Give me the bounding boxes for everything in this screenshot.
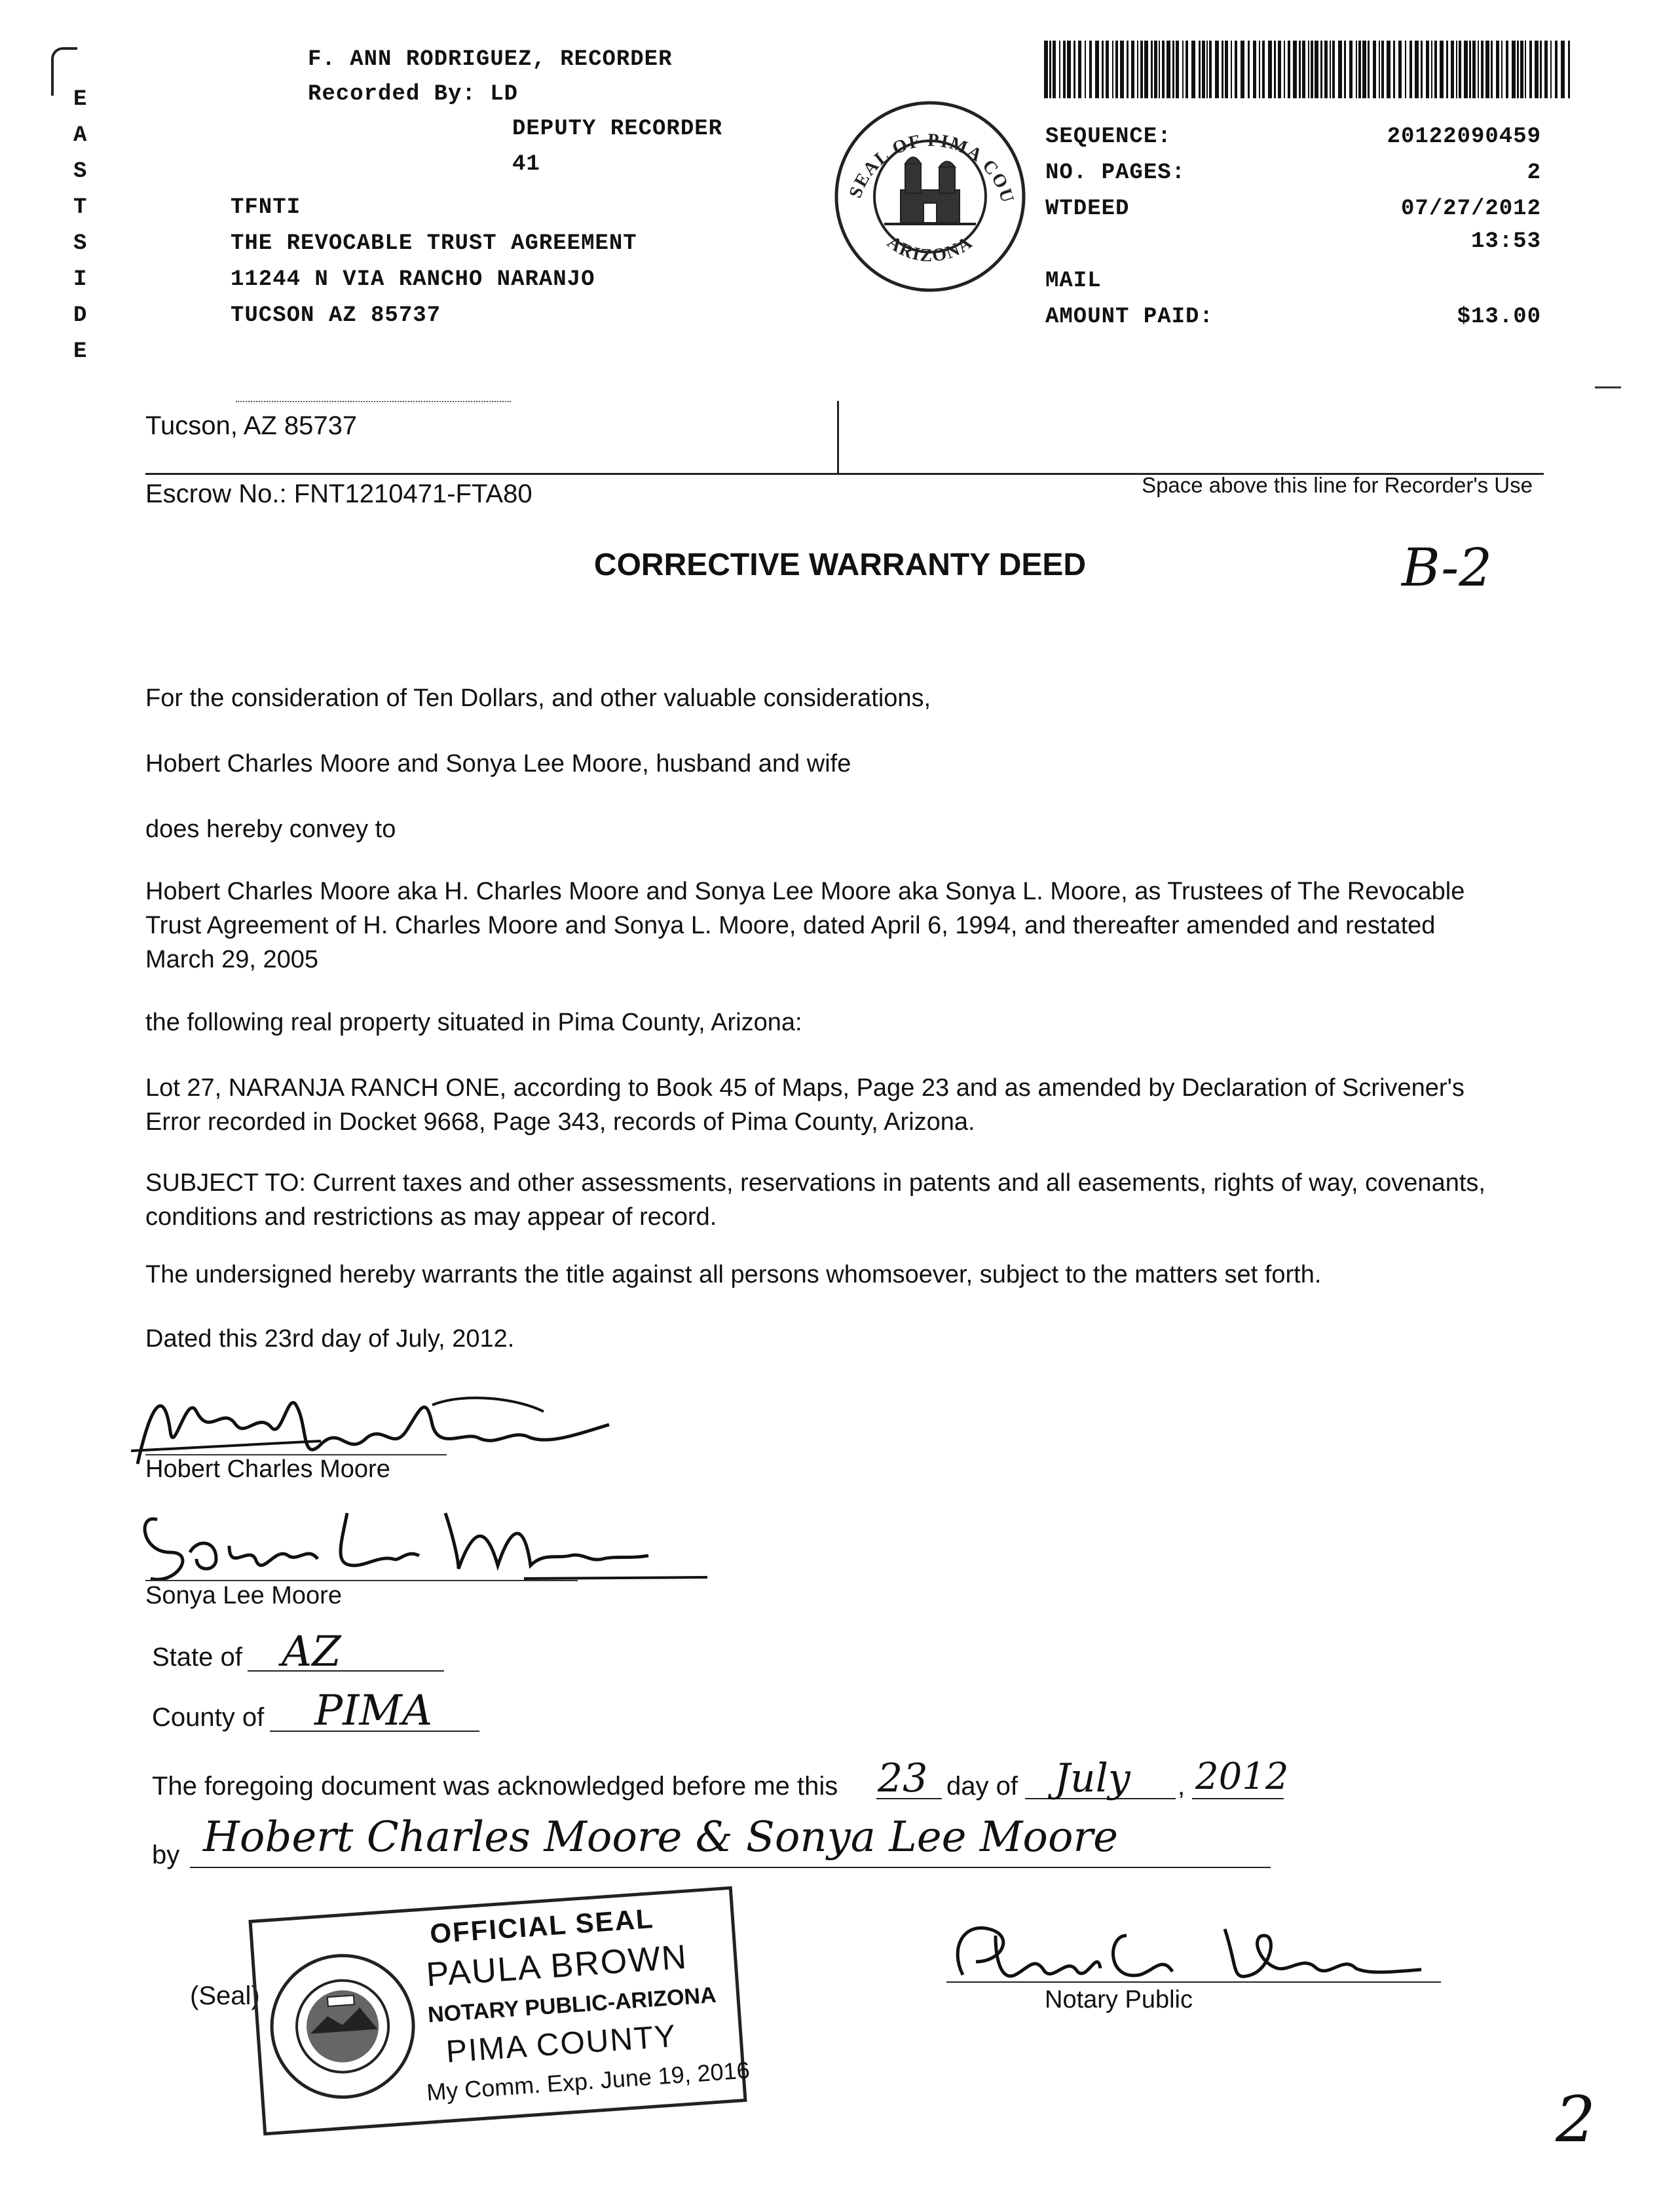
grantees-text: Hobert Charles Moore aka H. Charles Moore and Sonya Lee Moore aka Sonya L. Moore, as Trustees of The Revocable Trust Agreement of H. Charles Moore and Sonya L. Moore, dated April 6, 1994, and thereafter amended and restated March 29, 2005 — [145, 878, 1465, 973]
barcode-bar — [1520, 41, 1523, 98]
pima-county-seal — [832, 98, 1028, 295]
warranty-text: The undersigned hereby warrants the title against all persons whomsoever, subject to the matters set forth. — [145, 1261, 1322, 1288]
barcode-bar — [1089, 41, 1092, 98]
barcode-bar — [1344, 41, 1346, 98]
barcode-bar — [1049, 41, 1051, 98]
seal-bottom-text: ARIZONA — [883, 232, 977, 267]
barcode-bar — [1144, 41, 1148, 98]
return-address-line: THE REVOCABLE TRUST AGREEMENT — [231, 231, 637, 256]
barcode-bar — [1209, 41, 1212, 98]
barcode-bar — [1368, 41, 1370, 98]
barcode-bar — [1112, 41, 1113, 98]
barcode-bar — [1381, 41, 1384, 98]
return-address-line: TFNTI — [231, 195, 301, 220]
state-label: State of — [152, 1643, 242, 1672]
barcode-bar — [1063, 41, 1066, 98]
deputy-recorder: DEPUTY RECORDER — [512, 117, 723, 141]
barcode-bar — [1202, 41, 1205, 98]
barcode-bar — [1540, 41, 1542, 98]
acknowledgment-text: The foregoing document was acknowledged before me this — [152, 1772, 838, 1801]
barcode-bar — [1176, 41, 1179, 98]
notary-seal-label: (Seal) — [190, 1981, 260, 2010]
barcode-bar — [1248, 41, 1250, 98]
barcode-bar — [1446, 41, 1448, 98]
barcode-bar — [1299, 41, 1301, 98]
barcode-bar — [1338, 41, 1342, 98]
barcode-bar — [1456, 41, 1457, 98]
convey-text: does hereby convey to — [145, 815, 396, 843]
page-mark: 2 — [1556, 2083, 1596, 2156]
barcode-bar — [1485, 41, 1489, 98]
barcode-bar — [1496, 41, 1499, 98]
barcode-bar — [1332, 41, 1335, 98]
barcode-bar — [1131, 41, 1134, 98]
barcode-bar — [1469, 41, 1471, 98]
barcode-bar — [1159, 41, 1160, 98]
pages-label: NO. PAGES: — [1045, 160, 1186, 185]
signer2-line — [145, 1580, 578, 1581]
eastside-label: E A S T S I D E — [73, 87, 88, 364]
barcode-bar — [1405, 41, 1406, 98]
notary-signature-line — [946, 1981, 1441, 1983]
barcode-bar — [1259, 41, 1260, 98]
stamp-line-5: My Comm. Exp. June 19, 2016 — [425, 2056, 751, 2106]
barcode-bar — [1491, 41, 1493, 98]
deputy-number: 41 — [512, 152, 540, 177]
barcode-bar — [1162, 41, 1165, 98]
barcode-bar — [1440, 41, 1444, 98]
barcode-bar — [1095, 41, 1099, 98]
ack-day-value: 23 — [878, 1755, 928, 1801]
ack-month-value: July — [1055, 1755, 1130, 1801]
barcode-bar — [1409, 41, 1412, 98]
barcode-bar — [1053, 41, 1056, 98]
barcode-bar — [1459, 41, 1461, 98]
barcode-bar — [1085, 41, 1086, 98]
barcode-bar — [1561, 41, 1565, 98]
barcode-bar — [1140, 41, 1143, 98]
barcode-bar — [1044, 41, 1048, 98]
title-handwritten-note: B-2 — [1402, 537, 1493, 598]
barcode-bar — [1078, 41, 1081, 98]
barcode-bar — [1182, 41, 1184, 98]
ack-comma: , — [1178, 1772, 1185, 1801]
barcode-bar — [1215, 41, 1219, 98]
pages-value: 2 — [1527, 160, 1541, 185]
grantors-text: Hobert Charles Moore and Sonya Lee Moore, husband and wife — [145, 750, 851, 777]
barcode-bar — [1379, 41, 1380, 98]
barcode-bar — [1330, 41, 1331, 98]
return-address-line: 11244 N VIA RANCHO NARANJO — [231, 267, 595, 292]
barcode-bar — [1154, 41, 1157, 98]
property-intro-text: the following real property situated in Pima County, Arizona: — [145, 1009, 802, 1036]
consideration-text: For the consideration of Ten Dollars, and other valuable considerations, — [145, 684, 931, 712]
barcode-bar — [1067, 41, 1071, 98]
barcode-bar — [1206, 41, 1208, 98]
barcode-bar — [1274, 41, 1276, 98]
recorded-by: Recorded By: LD — [308, 82, 519, 107]
barcode-bar — [1568, 41, 1570, 98]
ack-by-label: by — [152, 1841, 180, 1869]
barcode-bar — [1231, 41, 1232, 98]
barcode-bar — [1172, 41, 1174, 98]
barcode-bar — [1464, 41, 1468, 98]
ack-year-blank — [1192, 1798, 1284, 1799]
barcode-bar — [1284, 41, 1285, 98]
state-value: AZ — [282, 1628, 341, 1676]
svg-text:ARIZONA — [884, 232, 977, 266]
barcode-bar — [1315, 41, 1318, 98]
notary-stamp — [248, 1886, 751, 2136]
barcode-bar — [1362, 41, 1366, 98]
barcode-bar — [1550, 41, 1552, 98]
stamp-line-3: NOTARY PUBLIC-ARIZONA — [426, 1982, 717, 2028]
barcode-bar — [1151, 41, 1153, 98]
ack-by-value: Hobert Charles Moore & Sonya Lee Moore — [203, 1813, 1118, 1862]
sequence-label: SEQUENCE: — [1045, 124, 1172, 149]
document-title: CORRECTIVE WARRANTY DEED — [593, 548, 1087, 582]
barcode-bar — [1308, 41, 1309, 98]
barcode-bar — [1387, 41, 1391, 98]
recorder-name: F. ANN RODRIGUEZ, RECORDER — [308, 47, 673, 72]
barcode-bar — [1525, 41, 1526, 98]
barcode-bar — [1512, 41, 1516, 98]
barcode-bar — [1167, 41, 1170, 98]
barcode-bar — [1544, 41, 1548, 98]
seal-top-text: SEAL OF PIMA COU — [845, 130, 1018, 206]
barcode-bar — [1320, 41, 1322, 98]
barcode-bar — [1262, 41, 1265, 98]
legal-description-text: Lot 27, NARANJA RANCH ONE, according to Book 45 of Maps, Page 23 and as amended by Declaration of Scrivener's Error recorded in Docket 9668, Page 343, records of Pima County, Arizona. — [145, 1074, 1465, 1136]
county-label: County of — [152, 1703, 265, 1732]
barcode-bar — [1478, 41, 1479, 98]
notary-public-label: Notary Public — [1045, 1986, 1193, 2013]
barcode-bar — [1434, 41, 1437, 98]
barcode-bar — [1120, 41, 1124, 98]
return-address-line: TUCSON AZ 85737 — [231, 303, 441, 328]
state-of-arizona-seal — [265, 1948, 422, 2105]
barcode-bar — [1393, 41, 1395, 98]
barcode-bar — [1358, 41, 1361, 98]
margin-tick — [1595, 386, 1621, 388]
recorder-use-note: Space above this line for Recorder's Use — [1142, 473, 1533, 497]
barcode-bar — [1529, 41, 1532, 98]
barcode-bar — [1293, 41, 1297, 98]
dated-text: Dated this 23rd day of July, 2012. — [145, 1325, 515, 1353]
barcode-bar — [1185, 41, 1188, 98]
stamp-line-1: OFFICIAL SEAL — [428, 1903, 655, 1949]
barcode-bar — [1481, 41, 1484, 98]
barcode-bar — [1535, 41, 1539, 98]
amount-label: AMOUNT PAID: — [1045, 305, 1214, 329]
barcode-bar — [1506, 41, 1508, 98]
barcode-bar — [1235, 41, 1237, 98]
barcode-bar — [1302, 41, 1305, 98]
mail-label: MAIL — [1045, 269, 1102, 293]
barcode-bar — [1115, 41, 1118, 98]
barcode-bar — [1501, 41, 1503, 98]
barcode-bar — [1431, 41, 1432, 98]
barcode-bar — [1555, 41, 1558, 98]
doc-type: WTDEED — [1045, 197, 1130, 221]
address-box-remnant — [236, 401, 511, 406]
barcode-bar — [1073, 41, 1075, 98]
barcode-bar — [1311, 41, 1313, 98]
barcode-bar — [1451, 41, 1454, 98]
barcode-bar — [1102, 41, 1104, 98]
ack-by-blank — [190, 1867, 1271, 1868]
barcode-bar — [1222, 41, 1223, 98]
barcode-bar — [1106, 41, 1109, 98]
barcode — [1041, 41, 1575, 98]
address-box-divider — [837, 401, 839, 474]
sequence-value: 20122090459 — [1387, 124, 1541, 149]
barcode-bar — [1253, 41, 1256, 98]
signature-sonya — [131, 1493, 720, 1592]
barcode-bar — [1225, 41, 1228, 98]
recording-time: 13:53 — [1470, 229, 1541, 254]
barcode-bar — [1268, 41, 1272, 98]
barcode-bar — [1278, 41, 1281, 98]
barcode-bar — [1517, 41, 1519, 98]
return-address — [231, 190, 637, 334]
barcode-bar — [1127, 41, 1129, 98]
barcode-bar — [1349, 41, 1353, 98]
barcode-bar — [1356, 41, 1357, 98]
barcode-bar — [1324, 41, 1328, 98]
subject-to-text: SUBJECT TO: Current taxes and other assessments, reservations in patents and all easements, rights of way, covenants, conditions and restrictions as may appear of record. — [145, 1169, 1485, 1231]
barcode-bar — [1426, 41, 1429, 98]
barcode-bar — [1288, 41, 1290, 98]
barcode-bar — [1415, 41, 1419, 98]
barcode-bar — [1241, 41, 1244, 98]
amount-value: $13.00 — [1457, 305, 1541, 329]
escrow-number: Escrow No.: FNT1210471-FTA80 — [145, 479, 532, 508]
signer1-label: Hobert Charles Moore — [145, 1455, 390, 1483]
barcode-bar — [1421, 41, 1423, 98]
barcode-bar — [1137, 41, 1138, 98]
ack-year-value: 2012 — [1195, 1755, 1289, 1798]
county-value: PIMA — [314, 1687, 433, 1735]
barcode-bar — [1472, 41, 1476, 98]
address-city: Tucson, AZ 85737 — [145, 411, 358, 440]
barcode-bar — [1373, 41, 1376, 98]
ack-day-of: day of — [946, 1772, 1018, 1801]
barcode-bar — [1199, 41, 1201, 98]
stamp-line-4: PIMA COUNTY — [445, 2019, 678, 2070]
state-blank — [248, 1670, 444, 1672]
signer2-label: Sonya Lee Moore — [145, 1582, 342, 1609]
barcode-bar — [1059, 41, 1060, 98]
barcode-bar — [1398, 41, 1402, 98]
recording-date: 07/27/2012 — [1400, 197, 1541, 221]
stamp-line-2: PAULA BROWN — [424, 1938, 689, 1994]
barcode-bar — [1191, 41, 1195, 98]
